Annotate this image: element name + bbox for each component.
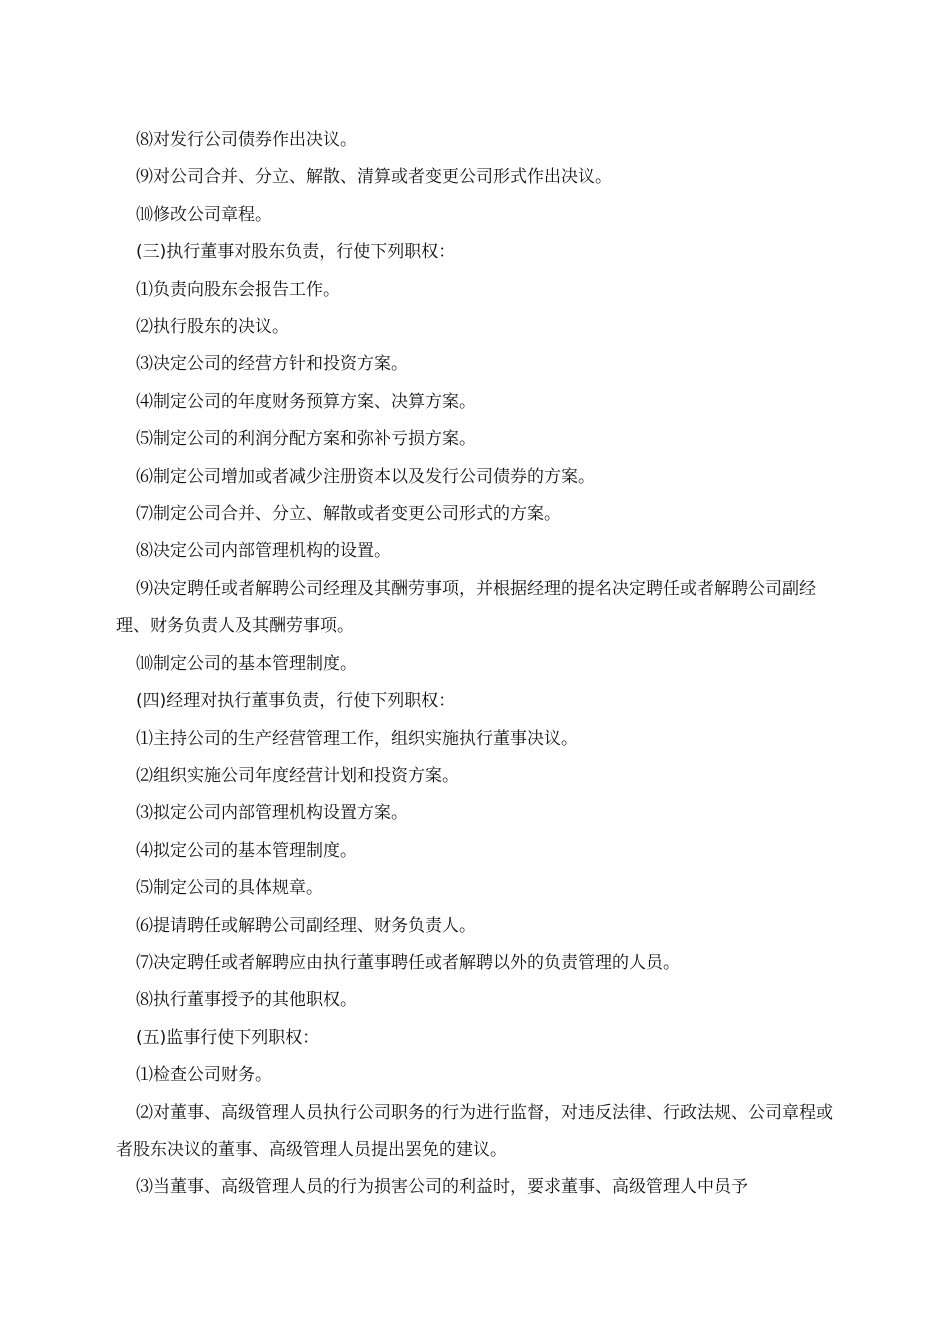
- paragraph-item-2: ⑵组织实施公司年度经营计划和投资方案。: [136, 765, 459, 786]
- paragraph-item-8-bonds: ⑻对发行公司债券作出决议。: [136, 130, 357, 150]
- section-heading-5: (五)监事行使下列职权：: [136, 1027, 320, 1048]
- paragraph-item-6: ⑹制定公司增加或者减少注册资本以及发行公司债券的方案。: [136, 466, 595, 487]
- paragraph-item-1: ⑴检查公司财务。: [136, 1065, 272, 1086]
- paragraph-item-3: ⑶决定公司的经营方针和投资方案。: [136, 354, 408, 375]
- paragraph-item-5: ⑸制定公司的具体规章。: [136, 878, 323, 899]
- paragraph-item-6: ⑹提请聘任或解聘公司副经理、财务负责人。: [136, 915, 476, 936]
- paragraph-item-7: ⑺决定聘任或者解聘应由执行董事聘任或者解聘以外的负责管理的人员。: [136, 952, 680, 973]
- paragraph-item-9-merger: ⑼对公司合并、分立、解散、清算或者变更公司形式作出决议。: [136, 167, 612, 188]
- document-body: [116, 122, 838, 1207]
- paragraph-item-1: ⑴主持公司的生产经营管理工作，组织实施执行董事决议。: [136, 728, 578, 749]
- paragraph-item-10-articles: ⑽修改公司章程。: [136, 204, 272, 225]
- paragraph-item-4: ⑷制定公司的年度财务预算方案、决算方案。: [136, 391, 476, 412]
- paragraph-item-9: ⑼决定聘任或者解聘公司经理及其酬劳事项，并根据经理的提名决定聘任或者解聘公司副经理、财务负责人及其酬劳事项。: [116, 578, 816, 637]
- paragraph-item-3: ⑶拟定公司内部管理机构设置方案。: [136, 803, 408, 824]
- paragraph-item-2: ⑵对董事、高级管理人员执行公司职务的行为进行监督，对违反法律、行政法规、公司章程或者股东决议的董事、高级管理人员提出罢免的建议。: [116, 1102, 833, 1160]
- paragraph-item-7: ⑺制定公司合并、分立、解散或者变更公司形式的方案。: [136, 504, 561, 525]
- paragraph-item-1: ⑴负责向股东会报告工作。: [136, 279, 340, 300]
- section-heading-3: (三)执行董事对股东负责，行使下列职权：: [136, 242, 456, 263]
- paragraph-item-3: ⑶当董事、高级管理人员的行为损害公司的利益时，要求董事、高级管理人中员予: [136, 1177, 748, 1198]
- paragraph-item-10: ⑽制定公司的基本管理制度。: [136, 653, 357, 674]
- paragraph-item-8: ⑻决定公司内部管理机构的设置。: [136, 541, 391, 562]
- paragraph-item-5: ⑸制定公司的利润分配方案和弥补亏损方案。: [136, 429, 476, 450]
- section-heading-4: (四)经理对执行董事负责，行使下列职权：: [136, 691, 456, 712]
- paragraph-item-8: ⑻执行董事授予的其他职权。: [136, 990, 357, 1011]
- paragraph-item-2: ⑵执行股东的决议。: [136, 317, 289, 338]
- paragraph-item-4: ⑷拟定公司的基本管理制度。: [136, 840, 357, 861]
